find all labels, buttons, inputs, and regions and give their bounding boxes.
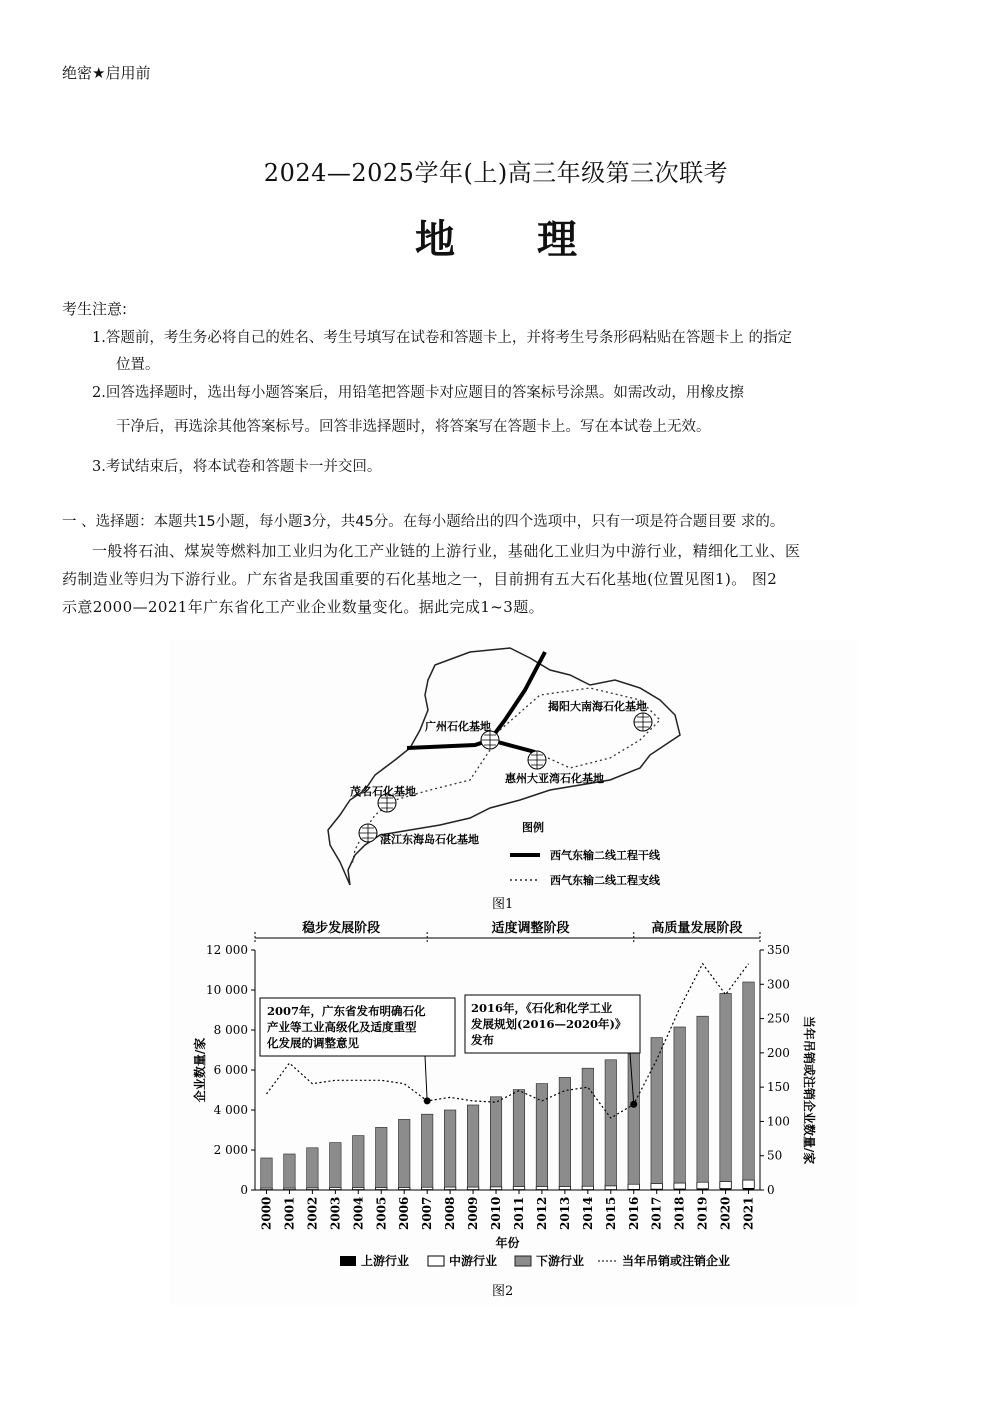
bar-downstream — [398, 1119, 409, 1187]
bar-downstream — [490, 1097, 501, 1187]
y-axis-label: 企业数量/家 — [193, 1037, 207, 1103]
x-tick-label: 2002 — [305, 1196, 320, 1230]
notice-item-1: 1.答题前，考生务必将自己的姓名、考生号填写在试卷和答题卡上，并将考生号条形码粘贴在答题卡上 的指定 — [92, 330, 792, 346]
x-tick-label: 2019 — [695, 1196, 710, 1230]
confidential-mark: 绝密★启用前 — [62, 64, 151, 82]
legend-upstream-label: 上游行业 — [361, 1254, 410, 1268]
y-tick-label: 2 000 — [213, 1143, 248, 1157]
base-zhanjiang-icon — [359, 824, 377, 842]
x-tick-label: 2015 — [603, 1196, 618, 1230]
bar-midstream — [582, 1186, 593, 1189]
legend-downstream-swatch — [515, 1256, 531, 1266]
bar-midstream — [421, 1187, 432, 1189]
annotation-2007-pointer — [425, 1056, 427, 1101]
bar-midstream — [490, 1187, 501, 1190]
y2-tick-label: 50 — [767, 1148, 783, 1163]
label-zhanjiang: 湛江东海岛石化基地 — [380, 833, 479, 846]
x-tick-label: 2016 — [626, 1196, 641, 1230]
base-jieyang-icon — [634, 713, 652, 731]
bar-midstream — [353, 1188, 364, 1190]
bar-downstream — [674, 1027, 685, 1183]
x-tick-label: 2018 — [672, 1196, 687, 1230]
notice-item-1-cont: 位置。 — [116, 357, 160, 373]
bar-midstream — [628, 1184, 639, 1189]
y-tick-label: 4 000 — [213, 1103, 248, 1117]
bar-midstream — [376, 1187, 387, 1189]
notice-heading: 考生注意: — [62, 300, 128, 318]
bar-midstream — [398, 1187, 409, 1189]
annotation-2007-text: 化发展的调整意见 — [267, 1036, 359, 1050]
legend-midstream-label: 中游行业 — [449, 1254, 498, 1268]
bar-downstream — [307, 1148, 318, 1188]
bar-midstream — [536, 1187, 547, 1190]
x-tick-label: 2011 — [511, 1196, 526, 1230]
x-tick-label: 2005 — [374, 1196, 389, 1230]
stage-label: 适度调整阶段 — [491, 921, 570, 936]
bar-downstream — [697, 1016, 708, 1182]
legend-midstream-swatch — [428, 1256, 444, 1266]
bar-downstream — [559, 1077, 570, 1186]
x-tick-label: 2014 — [580, 1196, 595, 1230]
x-tick-label: 2000 — [259, 1196, 274, 1230]
x-tick-label: 2008 — [443, 1196, 458, 1230]
bar-midstream — [467, 1187, 478, 1190]
question-paragraph-line2: 药制造业等归为下游行业。广东省是我国重要的石化基地之一，目前拥有五大石化基地(位置见图1)。 图2 — [62, 570, 778, 588]
x-tick-label: 2007 — [420, 1196, 435, 1230]
bar-downstream — [513, 1090, 524, 1187]
annotation-2016-text: 发展规划(2016—2020年)》 — [471, 1017, 627, 1031]
label-jieyang: 揭阳大南海石化基地 — [548, 700, 647, 713]
question-paragraph-line3: 示意2000—2021年广东省化工产业企业数量变化。据此完成1~3题。 — [62, 598, 545, 616]
y2-tick-label: 250 — [767, 1011, 790, 1026]
section-heading: 一 、选择题：本题共15小题，每小题3分，共45分。在每小题给出的四个选项中，只有一项是符合题目要 求的。 — [62, 514, 785, 530]
bar-downstream — [353, 1136, 364, 1188]
x-tick-label: 2003 — [328, 1196, 343, 1230]
legend-title: 图例 — [522, 821, 544, 834]
question-paragraph: 一般将石油、煤炭等燃料加工业归为化工产业链的上游行业，基础化工业归为中游行业，精细化工业、医 — [92, 542, 801, 560]
bar-downstream — [376, 1127, 387, 1187]
bar-midstream — [605, 1186, 616, 1190]
y2-tick-label: 100 — [767, 1114, 790, 1129]
figure1-caption: 图1 — [492, 897, 514, 912]
x-tick-label: 2009 — [466, 1196, 481, 1230]
bar-downstream — [261, 1158, 272, 1188]
y2-tick-label: 200 — [767, 1045, 790, 1060]
bar-midstream — [720, 1181, 731, 1188]
x-axis-label: 年份 — [495, 1236, 520, 1250]
bar-downstream — [628, 1050, 639, 1184]
trunk-line — [407, 652, 545, 748]
x-tick-label: 2010 — [489, 1196, 504, 1230]
bar-midstream — [651, 1184, 662, 1190]
bar-downstream — [444, 1110, 455, 1187]
x-tick-label: 2021 — [741, 1196, 756, 1230]
y-tick-label: 6 000 — [213, 1063, 248, 1077]
stage-label: 稳步发展阶段 — [302, 921, 381, 936]
x-tick-label: 2013 — [557, 1196, 572, 1230]
x-tick-label: 2020 — [718, 1196, 733, 1230]
exam-title: 2024—2025学年(上)高三年级第三次联考 — [263, 159, 729, 187]
bar-midstream — [559, 1186, 570, 1189]
bar-downstream — [743, 982, 754, 1180]
annotation-2007-text: 产业等工业高级化及适度重型 — [267, 1020, 417, 1034]
y-tick-label: 12 000 — [206, 943, 248, 957]
map-figure — [170, 640, 860, 920]
legend-downstream-label: 下游行业 — [536, 1254, 585, 1268]
annotation-2007-text: 2007年，广东省发布明确石化 — [267, 1004, 426, 1018]
y2-tick-label: 150 — [767, 1080, 790, 1095]
annotation-2016-text: 发布 — [471, 1033, 494, 1047]
bar-midstream — [674, 1183, 685, 1189]
stage-label: 高质量发展阶段 — [651, 921, 743, 936]
y2-tick-label: 300 — [767, 977, 790, 992]
base-guangzhou-icon — [481, 731, 499, 749]
label-huizhou: 惠州大亚湾石化基地 — [505, 772, 604, 785]
bar-downstream — [605, 1060, 616, 1186]
legend-branch-label: 西气东输二线工程支线 — [550, 874, 660, 887]
figure2-caption: 图2 — [492, 1284, 514, 1299]
y2-tick-label: 0 — [767, 1183, 775, 1197]
bar-midstream — [697, 1182, 708, 1189]
bar-downstream — [330, 1143, 341, 1188]
label-guangzhou: 广州石化基地 — [425, 720, 491, 733]
x-tick-label: 2012 — [534, 1196, 549, 1230]
legend-trunk-label: 西气东输二线工程干线 — [550, 849, 660, 862]
label-maoming: 茂名石化基地 — [350, 785, 416, 798]
bar-downstream — [467, 1105, 478, 1187]
x-tick-label: 2004 — [351, 1196, 366, 1230]
base-huizhou-icon — [528, 751, 546, 769]
bar-midstream — [743, 1180, 754, 1188]
bar-downstream — [720, 993, 731, 1181]
annotation-2016-text: 2016年，《石化和化学工业 — [471, 1001, 613, 1015]
enterprise-chart — [170, 920, 860, 1305]
legend-upstream-swatch — [340, 1256, 356, 1266]
y-tick-label: 10 000 — [206, 983, 248, 997]
y2-tick-label: 350 — [767, 943, 790, 957]
notice-item-2-cont: 干净后，再选涂其他答案标号。回答非选择题时，将答案写在答题卡上。写在本试卷上无效。 — [116, 419, 711, 435]
bar-midstream — [444, 1187, 455, 1190]
notice-item-3: 3.考试结束后，将本试卷和答题卡一并交回。 — [92, 459, 382, 475]
bar-midstream — [513, 1187, 524, 1190]
x-tick-label: 2001 — [282, 1196, 297, 1230]
x-tick-label: 2017 — [649, 1196, 664, 1230]
bar-downstream — [582, 1068, 593, 1186]
y2-axis-label: 当年吊销或注销企业数量/家 — [802, 1015, 816, 1165]
subject-title: 地 理 — [415, 216, 611, 263]
bar-midstream — [330, 1188, 341, 1190]
y-tick-label: 0 — [240, 1183, 248, 1197]
legend-line-label: 当年吊销或注销企业 — [622, 1254, 731, 1268]
notice-item-2: 2.回答选择题时，选出每小题答案后，用铅笔把答题卡对应题目的答案标号涂黑。如需改动，用橡皮擦 — [92, 385, 744, 401]
x-tick-label: 2006 — [397, 1196, 412, 1230]
y-tick-label: 8 000 — [213, 1023, 248, 1037]
bar-downstream — [651, 1038, 662, 1184]
bar-downstream — [421, 1114, 432, 1187]
bar-downstream — [284, 1154, 295, 1188]
